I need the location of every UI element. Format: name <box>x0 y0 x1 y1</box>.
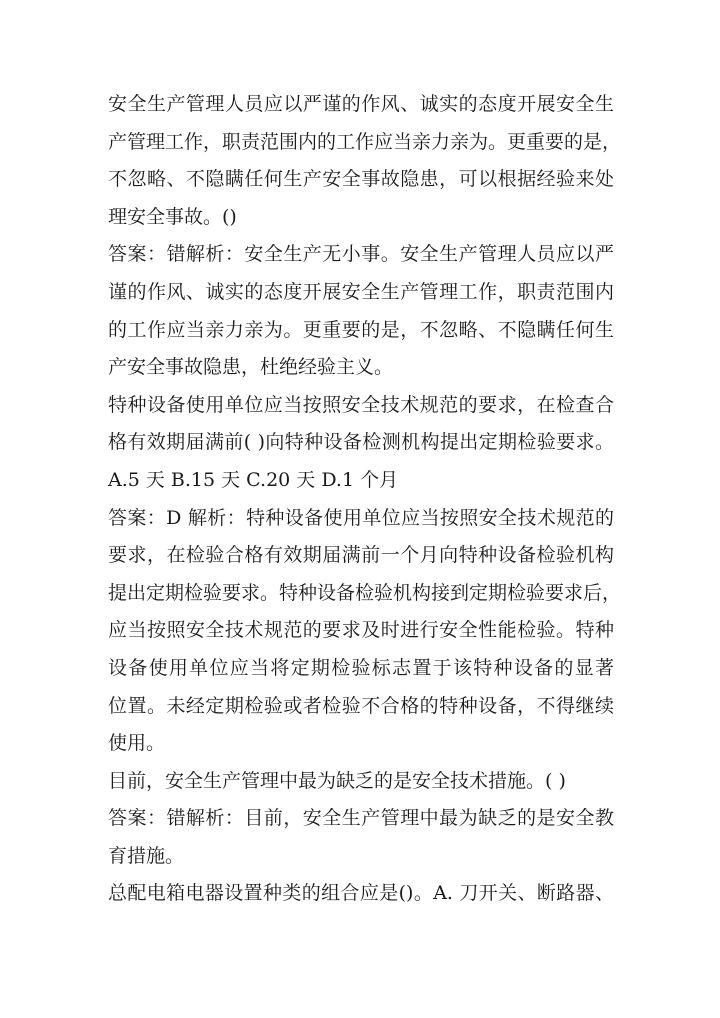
text-line: 格有效期届满前( )向特种设备检测机构提出定期检验要求。 <box>108 431 614 454</box>
text-line: 特种设备使用单位应当按照安全技术规范的要求，在检查合 <box>108 393 614 416</box>
text-line: 应当按照安全技术规范的要求及时进行安全性能检验。特种 <box>108 619 614 642</box>
text-line: 谨的作风、诚实的态度开展安全生产管理工作，职责范围内 <box>108 280 614 303</box>
text-line: 育措施。 <box>108 844 185 867</box>
document-body <box>108 86 622 913</box>
text-line: 提出定期检验要求。特种设备检验机构接到定期检验要求后， <box>108 581 622 604</box>
text-line: 要求，在检验合格有效期届满前一个月向特种设备检验机构 <box>108 544 614 567</box>
text-line: 目前，安全生产管理中最为缺乏的是安全技术措施。( ) <box>108 769 566 792</box>
text-line: 答案：D 解析：特种设备使用单位应当按照安全技术规范的 <box>108 506 614 529</box>
text-line: 产安全事故隐患，杜绝经验主义。 <box>108 356 394 379</box>
text-line: 产管理工作，职责范围内的工作应当亲力亲为。更重要的是， <box>108 130 622 153</box>
text-line: 位置。未经定期检验或者检验不合格的特种设备，不得继续 <box>108 694 614 717</box>
text-line: 安全生产管理人员应以严谨的作风、诚实的态度开展安全生 <box>108 93 614 115</box>
text-line: 答案：错解析：目前，安全生产管理中最为缺乏的是安全教 <box>108 807 614 830</box>
text-line: 总配电箱电器设置种类的组合应是()。A. 刀开关、断路器、 <box>108 882 614 905</box>
text-line: 使用。 <box>108 732 166 755</box>
text-line: 答案：错解析：安全生产无小事。安全生产管理人员应以严 <box>108 243 614 266</box>
text-line: 理安全事故。() <box>108 205 237 228</box>
text-line: 不忽略、不隐瞒任何生产安全事故隐患，可以根据经验来处 <box>108 168 614 191</box>
text-line: 的工作应当亲力亲为。更重要的是，不忽略、不隐瞒任何生 <box>108 318 614 341</box>
text-line: 设备使用单位应当将定期检验标志置于该特种设备的显著 <box>108 656 614 679</box>
text-line: A.5 天 B.15 天 C.20 天 D.1 个月 <box>108 468 399 491</box>
